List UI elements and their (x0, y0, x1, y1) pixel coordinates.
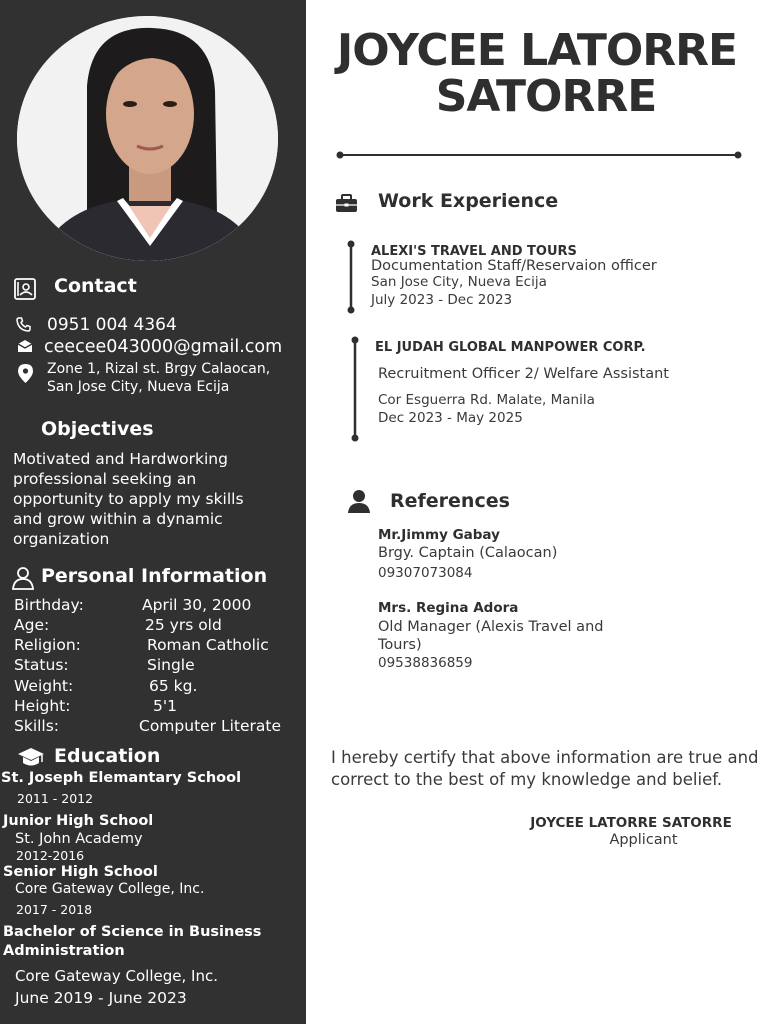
personal-label: Weight: (14, 677, 74, 695)
personal-value: 5'1 (153, 697, 177, 715)
objectives-line: Motivated and Hardworking (13, 450, 228, 468)
profile-photo (17, 16, 278, 261)
edu-college-line2: Administration (3, 943, 125, 959)
name-line1: JOYCEE LATORRE (336, 25, 738, 76)
reference-name: Mrs. Regina Adora (378, 600, 519, 616)
edu-shs-school: Core Gateway College, Inc. (15, 881, 205, 897)
work-heading: Work Experience (378, 190, 559, 212)
reference-role: Tours) (378, 637, 422, 653)
certification-line2: correct to the best of my knowledge and belief. (331, 770, 723, 789)
objectives-line: professional seeking an (13, 470, 197, 488)
edu-jhs-school: St. John Academy (15, 831, 143, 847)
graduation-cap-icon (17, 747, 45, 769)
job-title: Documentation Staff/Reservaion officer (371, 258, 657, 274)
objectives-line: and grow within a dynamic (13, 510, 223, 528)
personal-value: April 30, 2000 (142, 596, 252, 614)
personal-label: Age: (14, 616, 50, 634)
job-location: San Jose City, Nueva Ecija (371, 274, 547, 290)
main-content (306, 0, 768, 1024)
briefcase-icon (335, 194, 358, 213)
sidebar (0, 0, 306, 1024)
education-heading: Education (54, 745, 161, 767)
edu-college-school: Core Gateway College, Inc. (15, 967, 218, 985)
job-dates: Dec 2023 - May 2025 (378, 410, 523, 426)
contact-phone: 0951 004 4364 (47, 315, 177, 335)
job-timeline (351, 336, 359, 442)
personal-value: 25 yrs old (145, 616, 222, 634)
reference-phone: 09307073084 (378, 565, 473, 581)
objectives-heading: Objectives (41, 418, 154, 440)
personal-value: 65 kg. (149, 677, 198, 695)
contact-heading: Contact (54, 275, 137, 297)
personal-value: Single (147, 656, 195, 674)
contact-card-icon (14, 278, 36, 300)
references-heading: References (390, 490, 510, 512)
reference-name: Mr.Jimmy Gabay (378, 527, 500, 543)
reference-role: Old Manager (Alexis Travel and (378, 619, 604, 635)
objectives-line: organization (13, 530, 110, 548)
personal-label: Skills: (14, 717, 60, 735)
edu-elementary-years: 2011 - 2012 (17, 791, 94, 806)
job-title: Recruitment Officer 2/ Welfare Assistant (378, 366, 669, 382)
signer-name: JOYCEE LATORRE SATORRE (530, 815, 732, 831)
contact-address-line1: Zone 1, Rizal st. Brgy Calaocan, (47, 361, 271, 377)
personal-value: Roman Catholic (147, 636, 269, 654)
location-pin-icon (18, 364, 33, 383)
name-line2: SATORRE (435, 71, 657, 122)
edu-jhs-label: Junior High School (3, 813, 154, 829)
reference-phone: 09538836859 (378, 655, 473, 671)
reference-role: Brgy. Captain (Calaocan) (378, 545, 558, 561)
job-location: Cor Esguerra Rd. Malate, Manila (378, 392, 595, 408)
contact-address-line2: San Jose City, Nueva Ecija (47, 379, 230, 395)
edu-shs-years: 2017 - 2018 (16, 902, 93, 917)
personal-label: Height: (14, 697, 71, 715)
edu-jhs-years: 2012-2016 (16, 848, 85, 863)
objectives-line: opportunity to apply my skills (13, 490, 244, 508)
phone-icon (16, 317, 31, 332)
job-timeline (347, 240, 355, 314)
person-filled-icon (347, 489, 371, 513)
edu-shs-label: Senior High School (3, 864, 158, 880)
personal-label: Religion: (14, 636, 81, 654)
person-outline-icon (11, 566, 35, 590)
signer-title: Applicant (609, 832, 678, 848)
job-company: EL JUDAH GLOBAL MANPOWER CORP. (375, 340, 646, 355)
edu-college-years: June 2019 - June 2023 (15, 989, 187, 1007)
personal-label: Birthday: (14, 596, 84, 614)
personal-heading: Personal Information (41, 565, 268, 587)
edu-elementary-school: St. Joseph Elemantary School (1, 770, 242, 786)
certification-line1: I hereby certify that above information are true and (331, 748, 759, 767)
edu-college-line1: Bachelor of Science in Business (3, 924, 262, 940)
header-divider (336, 150, 746, 160)
job-company: ALEXI'S TRAVEL AND TOURS (371, 244, 577, 259)
contact-email: ceecee043000@gmail.com (44, 337, 283, 357)
personal-value: Computer Literate (139, 717, 282, 735)
job-dates: July 2023 - Dec 2023 (371, 292, 513, 308)
mail-icon (17, 339, 33, 353)
personal-label: Status: (14, 656, 69, 674)
